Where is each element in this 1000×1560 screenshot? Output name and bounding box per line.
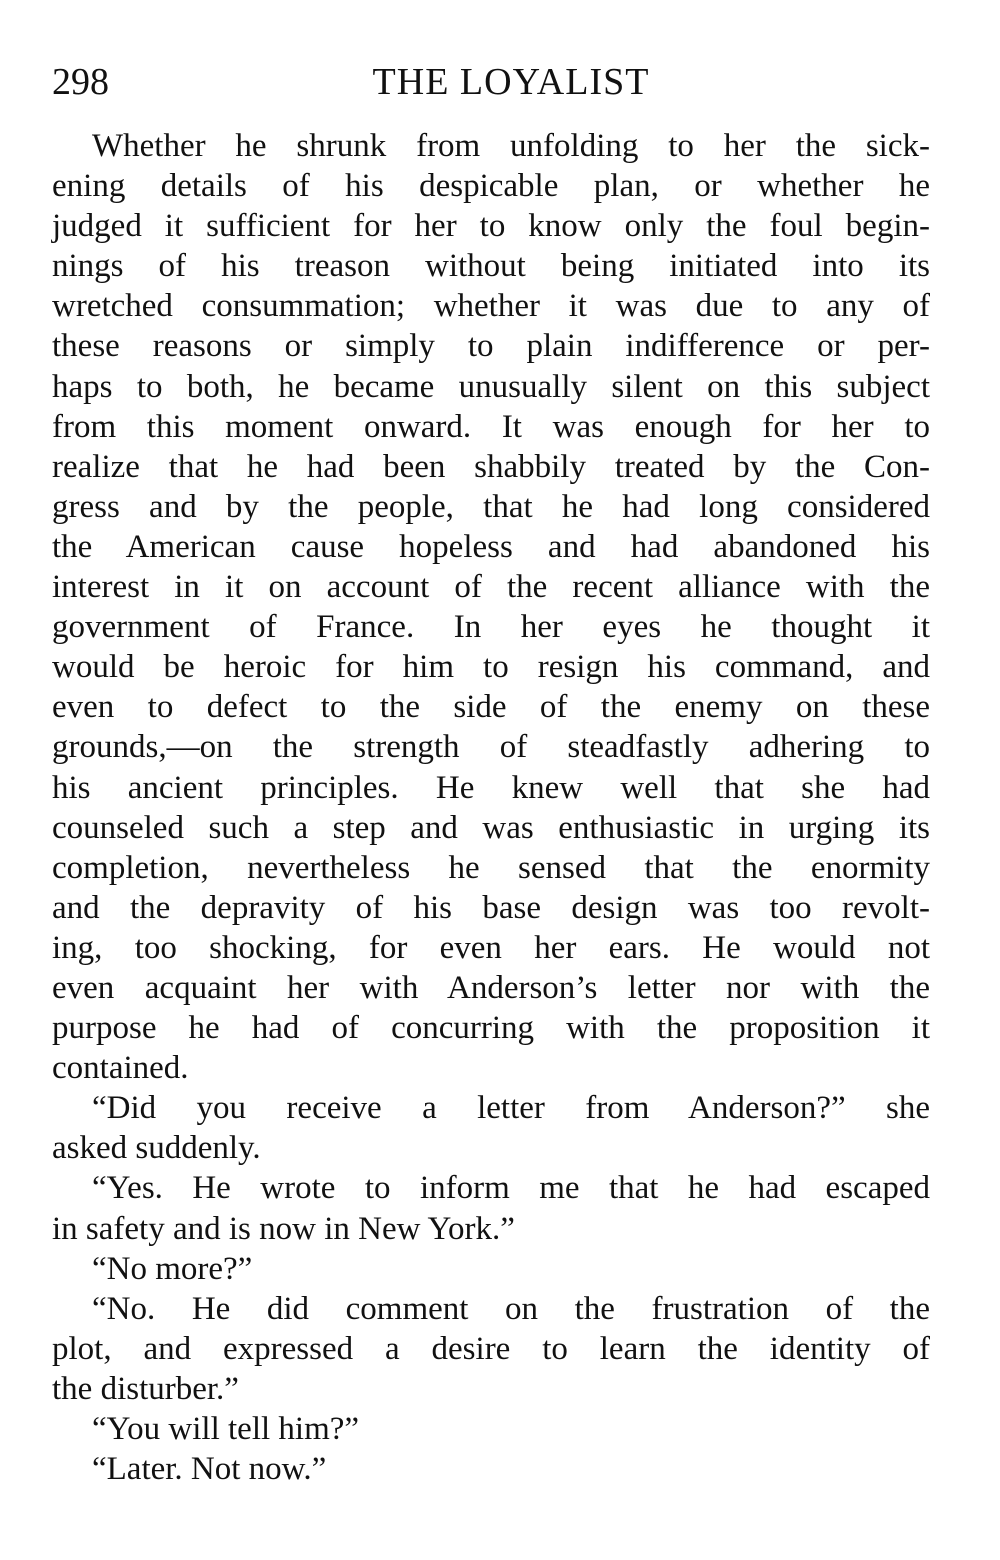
text-line: plot, and expressed a desire to learn the identity of (52, 1330, 930, 1367)
body-text (52, 126, 930, 1489)
text-line: Whether he shrunk from unfolding to her the sick- (92, 128, 930, 164)
text-line: would be heroic for him to resign his command, and (52, 649, 930, 686)
book-title: THE LOYALIST (372, 61, 650, 103)
text-line: gress and by the people, that he had long considered (52, 488, 930, 525)
text-line: purpose he had of concurring with the proposition it (52, 1010, 930, 1047)
text-line: wretched consummation; whether it was due to any of (52, 288, 930, 325)
text-line: asked suddenly. (52, 1130, 261, 1167)
text-line: “You will tell him?” (92, 1411, 360, 1447)
text-line: “No. He did comment on the frustration of the (92, 1290, 930, 1327)
text-line: in safety and is now in New York.” (52, 1210, 515, 1247)
text-line: counseled such a step and was enthusiastic in urging its (52, 809, 930, 846)
text-line: government of France. In her eyes he thought it (52, 609, 930, 646)
text-line: judged it sufficient for her to know only the foul begin- (52, 208, 930, 245)
text-line: the American cause hopeless and had abandoned his (52, 528, 930, 565)
text-line: “Did you receive a letter from Anderson?” she (92, 1090, 930, 1127)
text-line: contained. (52, 1050, 189, 1087)
running-head (52, 58, 930, 106)
text-line: haps to both, he became unusually silent on this subject (52, 368, 930, 405)
text-line: realize that he had been shabbily treated by the Con- (52, 448, 930, 485)
text-line: even to defect to the side of the enemy on these (52, 689, 930, 726)
text-line: the disturber.” (52, 1370, 239, 1407)
text-line: his ancient principles. He knew well that she had (52, 769, 930, 806)
text-line: from this moment onward. It was enough for her to (52, 408, 930, 445)
text-line: ening details of his despicable plan, or whether he (52, 168, 930, 205)
text-line: interest in it on account of the recent alliance with the (52, 569, 930, 606)
text-line: and the depravity of his base design was too revolt- (52, 889, 930, 926)
text-line: “No more?” (92, 1250, 253, 1287)
text-line: these reasons or simply to plain indifference or per- (52, 328, 930, 365)
text-line: “Later. Not now.” (92, 1451, 327, 1488)
text-line: even acquaint her with Anderson’s letter nor with the (52, 969, 930, 1006)
text-line: ing, too shocking, for even her ears. He would not (52, 929, 930, 966)
page-number: 298 (52, 61, 109, 103)
text-line: grounds,—on the strength of steadfastly adhering to (52, 729, 930, 766)
text-line: “Yes. He wrote to inform me that he had escaped (92, 1170, 930, 1207)
text-line: completion, nevertheless he sensed that the enormity (52, 849, 930, 886)
text-line: nings of his treason without being initiated into its (52, 248, 930, 285)
